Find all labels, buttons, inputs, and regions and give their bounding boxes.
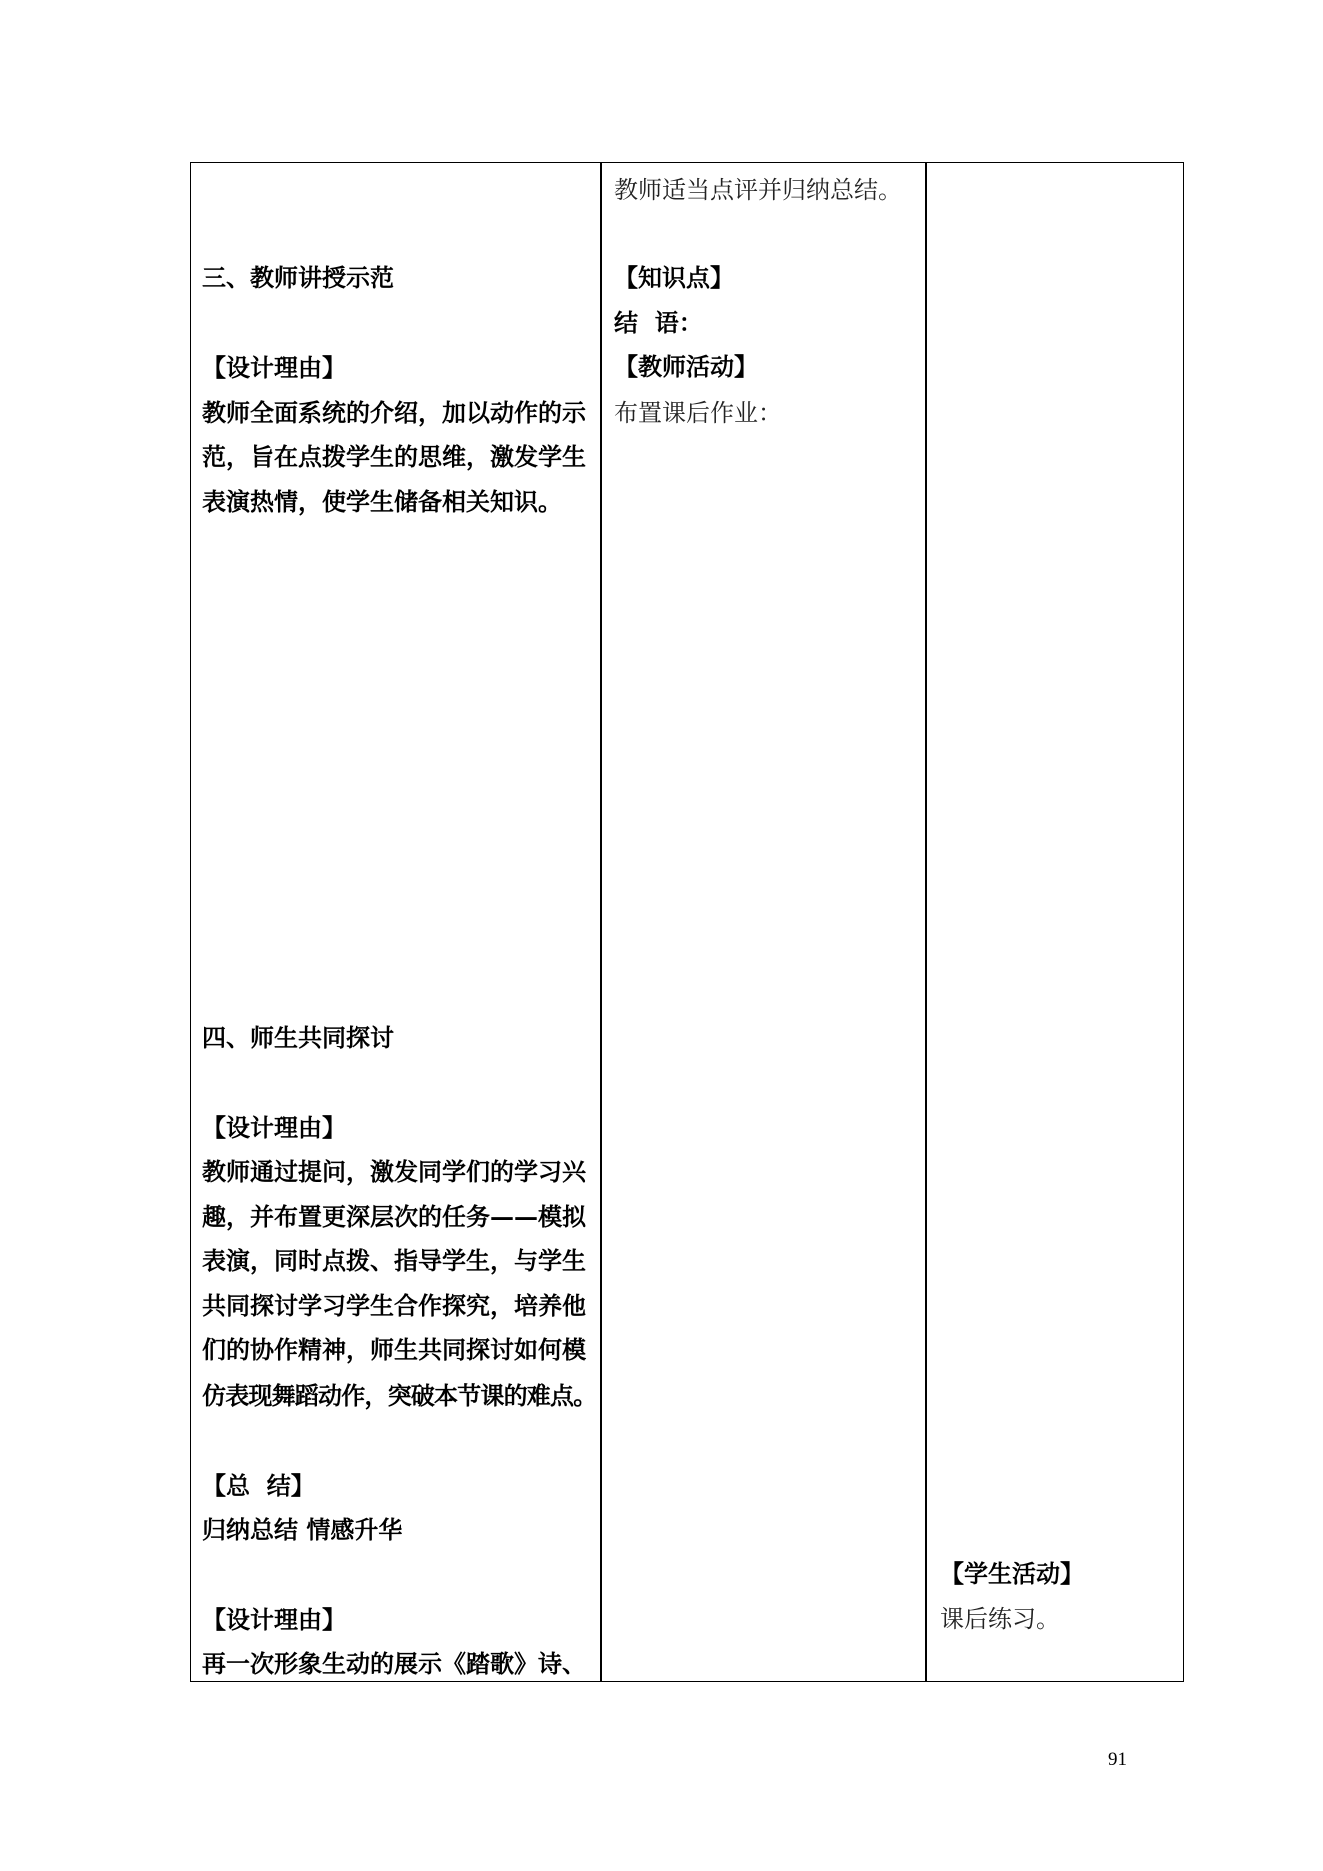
teacher-activity-label: 【教师活动】: [614, 352, 758, 381]
section-4-rationale-line: 共同探讨学习学生合作探究，培养他: [202, 1291, 586, 1320]
knowledge-point-label: 【知识点】: [614, 263, 734, 292]
student-activity-label: 【学生活动】: [940, 1559, 1084, 1588]
section-3-rationale-line: 表演热情，使学生储备相关知识。: [202, 487, 562, 516]
summary-text: 归纳总结 情感升华: [202, 1515, 403, 1544]
lesson-plan-table: [190, 162, 1184, 1682]
section-4-rationale-line: 们的协作精神，师生共同探讨如何模: [202, 1335, 586, 1364]
section-4-rationale-line: 表演，同时点拨、指导学生，与学生: [202, 1246, 586, 1275]
summary-rationale-label: 【设计理由】: [202, 1605, 346, 1634]
summary-label: 【总 结】: [202, 1471, 315, 1500]
closing-remarks-label: 结 语：: [614, 308, 703, 337]
page-number: 91: [1108, 1749, 1127, 1770]
teacher-activity-text: 布置课后作业：: [614, 399, 782, 427]
section-3-rationale-line: 范，旨在点拨学生的思维，激发学生: [202, 442, 586, 471]
section-3-heading: 三、教师讲授示范: [202, 263, 394, 292]
student-activity-text: 课后练习。: [940, 1605, 1060, 1633]
column-divider-2: [925, 162, 927, 1682]
section-4-rationale-label: 【设计理由】: [202, 1113, 346, 1142]
section-4-rationale-line: 趣，并布置更深层次的任务——模拟: [202, 1202, 586, 1231]
section-3-rationale-label: 【设计理由】: [202, 353, 346, 382]
section-3-rationale-line: 教师全面系统的介绍，加以动作的示: [202, 398, 586, 427]
teacher-comment-text: 教师适当点评并归纳总结。: [614, 176, 902, 204]
section-4-rationale-line: 教师通过提问，激发同学们的学习兴: [202, 1157, 586, 1186]
section-4-heading: 四、师生共同探讨: [202, 1023, 394, 1052]
section-4-rationale-line: 仿表现舞蹈动作，突破本节课的难点。: [202, 1381, 597, 1410]
summary-rationale-line: 再一次形象生动的展示《踏歌》诗、: [202, 1649, 586, 1678]
column-divider-1: [600, 162, 602, 1682]
